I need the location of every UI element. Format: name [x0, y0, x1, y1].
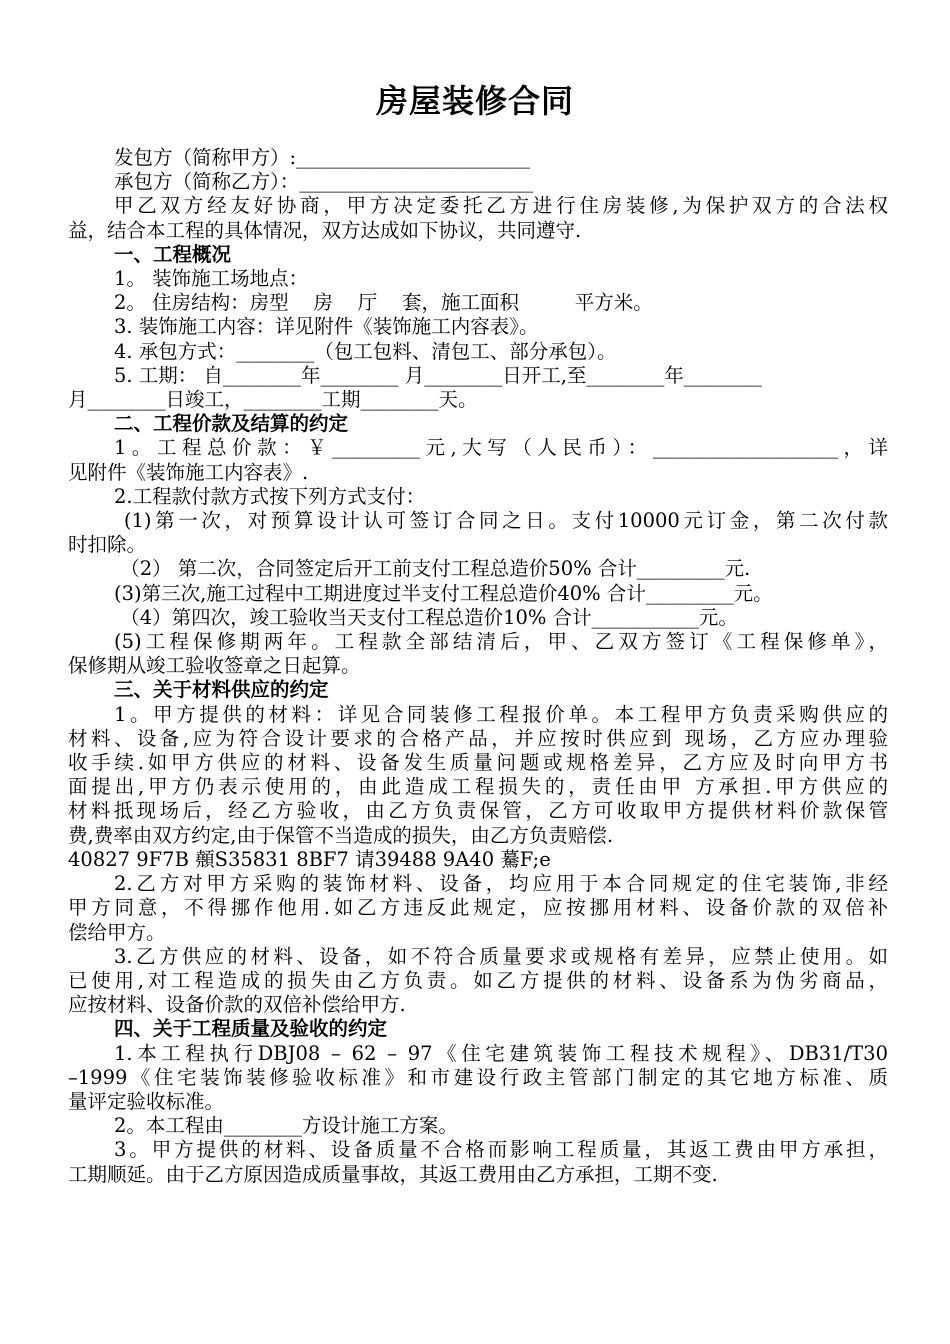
text-line: (5)工程保修期两年。工程款全部结清后，甲、乙双方签订《工程保修单》， — [114, 630, 888, 654]
text-line: 2。 住房结构：房型 房 厅 套，施工面积 平方米。 — [114, 291, 653, 315]
section-heading: 二、工程价款及结算的约定 — [114, 412, 349, 436]
text-line: 已使用,对工程造成的损失由乙方负责。如乙方提供的材料、设备系为伪劣商品， — [68, 968, 888, 992]
text-line: 材料、设备,应为符合设计要求的合格产品，并应按时供应到 现场，乙方应办理验 — [68, 726, 888, 750]
text-line: 发包方（简称甲方）:________________________ — [114, 146, 531, 169]
text-line: 月________日竣工，________工期________天。 — [68, 388, 478, 412]
document-body — [68, 146, 888, 1187]
text-line: 见附件《装饰施工内容表》. — [68, 460, 309, 484]
text-line: （4）第四次，竣工验收当天支付工程总造价10% 合计___________元。 — [114, 605, 738, 629]
text-line: 应按材料、设备价款的双倍补偿给甲方. — [68, 993, 406, 1017]
text-line: 4. 承包方式：________（包工包料、清包工、部分承包）。 — [114, 339, 617, 363]
text-line: (3)第三次,施工过程中工期进度过半支付工程总造价40% 合计_________元。 — [114, 581, 773, 605]
text-line: （2） 第二次，合同签定后开工前支付工程总造价50% 合计_________元. — [114, 557, 751, 581]
text-line: 益，结合本工程的具体情况，双方达成如下协议，共同遵守. — [68, 218, 582, 242]
text-line: 材料抵现场后，经乙方验收，由乙方负责保管，乙方可收取甲方提供材料价款保管 — [68, 799, 888, 823]
text-line: 甲乙双方经友好协商，甲方决定委托乙方进行住房装修,为保护双方的合法权 — [114, 194, 888, 218]
section-heading: 四、关于工程质量及验收的约定 — [114, 1017, 388, 1041]
text-line: 1。甲方提供的材料：详见合同装修工程报价单。本工程甲方负责采购供应的 — [114, 702, 888, 726]
text-line: 面提出,甲方仍表示使用的，由此造成工程损失的，责任由甲 方承担.甲方供应的 — [68, 775, 888, 799]
text-line: 1。 装饰施工场地点： — [114, 267, 309, 291]
text-line: (1)第一次，对预算设计认可签订合同之日。支付10000元订金，第二次付款 — [114, 509, 889, 533]
text-line: 甲方同意，不得挪作他用.如乙方违反此规定，应按挪用材料、设备价款的双倍补 — [68, 896, 888, 920]
section-heading: 一、工程概况 — [114, 242, 232, 266]
text-line: 3。甲方提供的材料、设备质量不合格而影响工程质量，其返工费由甲方承担， — [114, 1138, 888, 1162]
text-line: 偿给甲方。 — [68, 920, 166, 944]
text-line: –1999《住宅装饰装修验收标准》和市建设行政主管部门制定的其它地方标准、质 — [68, 1065, 888, 1089]
text-line: 3.乙方供应的材料、设备，如不符合质量要求或规格有差异，应禁止使用。如 — [114, 944, 888, 968]
text-line: 时扣除。 — [68, 533, 147, 557]
text-line: 收手续.如甲方供应的材料、设备发生质量问题或规格差异，乙方应及时向甲方书 — [68, 751, 888, 775]
text-line: 2。本工程由________方设计施工方案。 — [114, 1114, 458, 1138]
section-heading: 三、关于材料供应的约定 — [114, 678, 329, 702]
document-title: 房屋装修合同 — [375, 82, 574, 120]
text-line: 1.本工程执行DBJ08 – 62 – 97《住宅建筑装饰工程技术规程》、DB31/T30 — [114, 1041, 888, 1065]
text-line: 2.乙方对甲方采购的装饰材料、设备，均应用于本合同规定的住宅装饰,非经 — [114, 872, 888, 896]
text-line: 40827 9F7B 顤S35831 8BF7 请39488 9A40 驀F;e — [68, 847, 551, 871]
text-line: 1。工程总价款：￥_________元,大写（人民币）：___________________，详 — [114, 436, 888, 460]
text-line: 承包方（简称乙方）：________________________ — [114, 170, 534, 194]
text-line: 量评定验收标准。 — [68, 1089, 225, 1113]
text-line: 2.工程款付款方式按下列方式支付： — [114, 484, 426, 508]
text-line: 费,费率由双方约定,由于保管不当造成的损失，由乙方负责赔偿. — [68, 823, 614, 847]
text-line: 工期顺延。由于乙方原因造成质量事故，其返工费用由乙方承担，工期不变. — [68, 1162, 718, 1186]
text-line: 5. 工期： 自________年________ 月________日开工,至________年________ — [114, 363, 762, 387]
text-line: 保修期从竣工验收签章之日起算。 — [68, 654, 361, 678]
text-line: 3. 装饰施工内容：详见附件《装饰施工内容表》。 — [114, 315, 539, 339]
